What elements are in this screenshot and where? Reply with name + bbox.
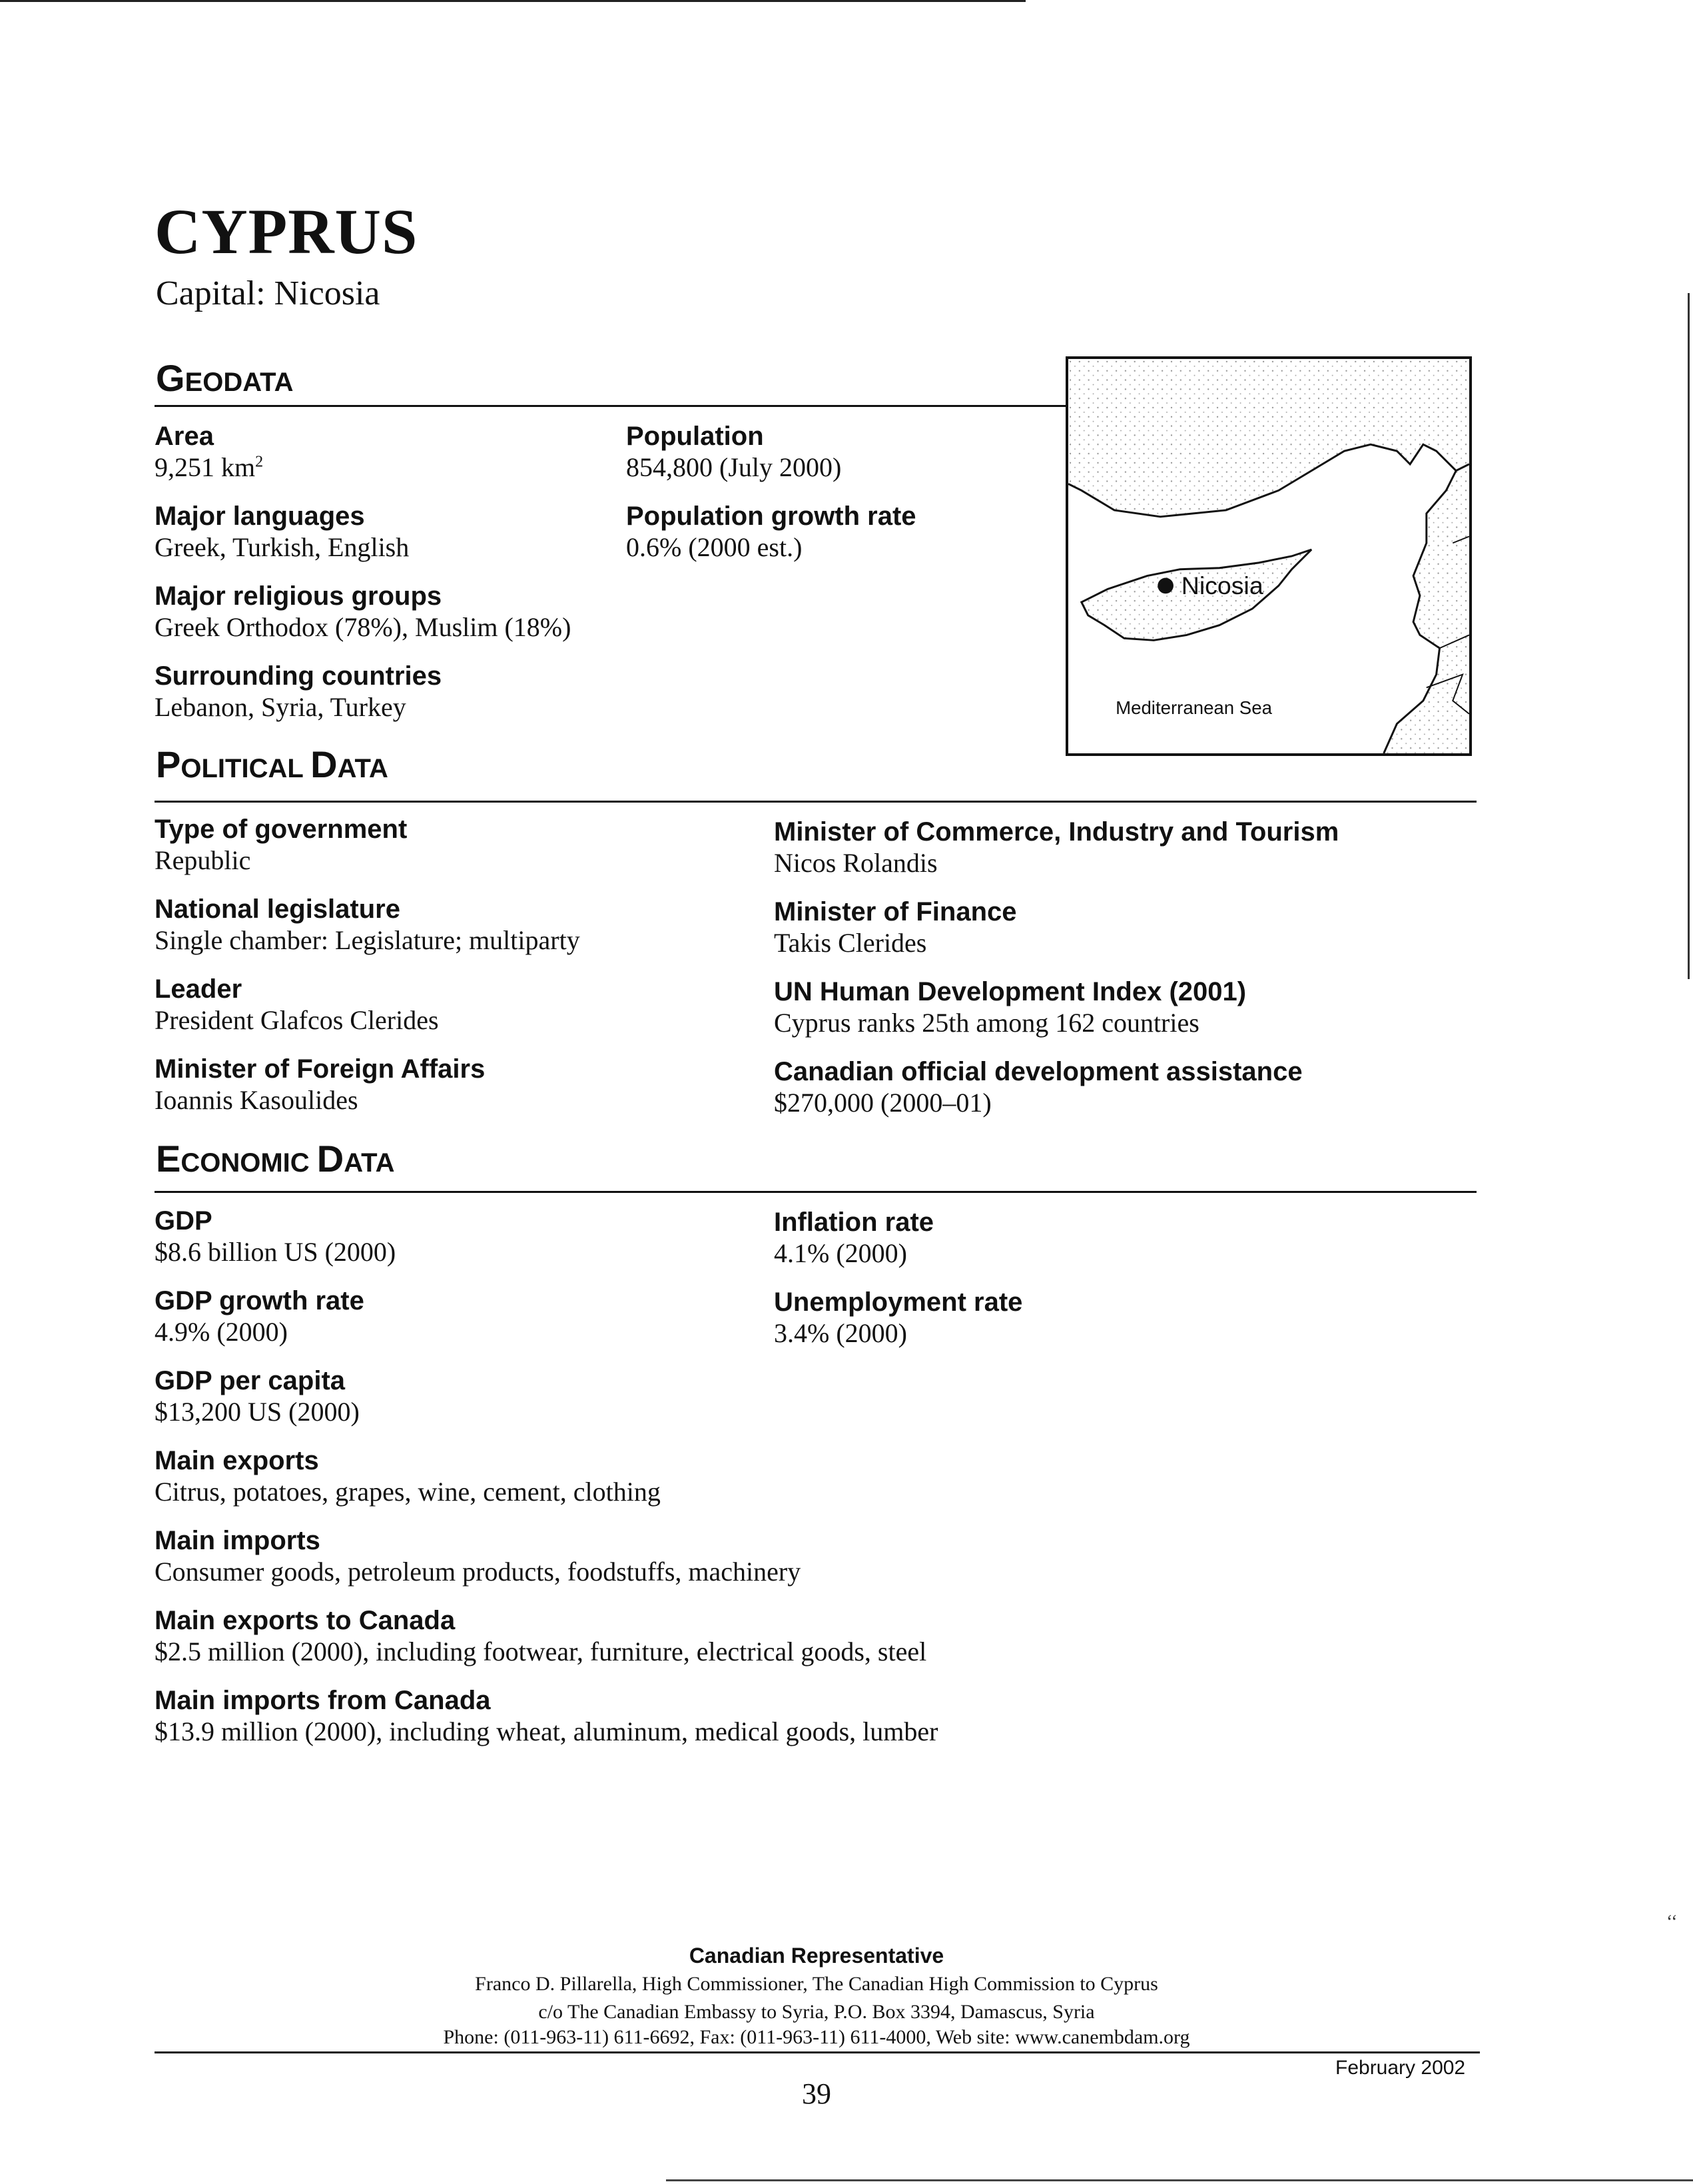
representative-line-1: Franco D. Pillarella, High Commissioner, The Canadian High Commission to Cyprus: [475, 1973, 1158, 1995]
geodata-rule: [155, 405, 1067, 407]
foreign-minister-field: Minister of Foreign Affairs Ioannis Kasoulides: [155, 1054, 486, 1115]
commerce-minister-field: Minister of Commerce, Industry and Tourism Nicos Rolandis: [774, 817, 1339, 878]
page-number: 39: [802, 2077, 831, 2110]
inflation-field: Inflation rate 4.1% (2000): [774, 1208, 934, 1268]
population-field: Population 854,800 (July 2000): [626, 422, 842, 482]
representative-line-2: c/o The Canadian Embassy to Syria, P.O. Box 3394, Damascus, Syria: [538, 2001, 1095, 2023]
gdp-per-capita-field: GDP per capita $13,200 US (2000): [155, 1366, 360, 1427]
scan-edge-bottom: [666, 2179, 1693, 2181]
political-heading: POLITICAL DATA: [156, 743, 388, 785]
capital-marker-icon: [1158, 578, 1174, 594]
population-growth-field: Population growth rate 0.6% (2000 est.): [626, 502, 916, 562]
oda-field: Canadian official development assistance $270,000 (2000–01): [774, 1057, 1303, 1118]
gdp-growth-field: GDP growth rate 4.9% (2000): [155, 1286, 364, 1347]
margin-mark: ‘‘: [1666, 1912, 1678, 1932]
map-sea-label: Mediterranean Sea: [1116, 697, 1272, 718]
representative-line-3: Phone: (011-963-11) 611-6692, Fax: (011-963-11) 611-4000, Web site: www.canembdam.org: [443, 2026, 1190, 2048]
economic-rule: [155, 1191, 1477, 1193]
footer-rule: [155, 2051, 1480, 2053]
gdp-field: GDP $8.6 billion US (2000): [155, 1206, 396, 1267]
hdi-field: UN Human Development Index (2001) Cyprus ranks 25th among 162 countries: [774, 977, 1247, 1038]
surrounding-countries-field: Surrounding countries Lebanon, Syria, Turkey: [155, 661, 442, 722]
turkey-landmass: [1068, 359, 1469, 517]
finance-minister-field: Minister of Finance Takis Clerides: [774, 897, 1017, 958]
imports-from-canada-field: Main imports from Canada $13.9 million (2000), including wheat, aluminum, medical goods, lumber: [155, 1686, 938, 1746]
religions-field: Major religious groups Greek Orthodox (78%), Muslim (18%): [155, 581, 571, 642]
map-city-label: Nicosia: [1181, 571, 1263, 600]
economic-heading: ECONOMIC DATA: [156, 1138, 395, 1180]
scan-edge-right: [1688, 293, 1690, 979]
leader-field: Leader President Glafcos Clerides: [155, 974, 439, 1035]
main-imports-field: Main imports Consumer goods, petroleum products, foodstuffs, machinery: [155, 1526, 801, 1587]
languages-field: Major languages Greek, Turkish, English: [155, 502, 410, 562]
levant-landmass: [1384, 464, 1469, 753]
capital-subtitle: Capital: Nicosia: [156, 274, 380, 312]
scan-edge-top: [0, 0, 1026, 2]
exports-to-canada-field: Main exports to Canada $2.5 million (2000), including footwear, furniture, electrical goods, steel: [155, 1606, 927, 1666]
government-type-field: Type of government Republic: [155, 815, 408, 875]
representative-heading: Canadian Representative: [689, 1944, 944, 1968]
main-exports-field: Main exports Citrus, potatoes, grapes, wine, cement, clothing: [155, 1446, 661, 1507]
political-rule: [155, 801, 1477, 803]
area-field: Area 9,251 $km^2$: [155, 422, 264, 482]
cyprus-map: [1066, 356, 1472, 756]
publication-date: February 2002: [1335, 2057, 1466, 2079]
legislature-field: National legislature Single chamber: Legislature; multiparty: [155, 895, 580, 955]
page-title: CYPRUS: [155, 196, 418, 267]
unemployment-field: Unemployment rate 3.4% (2000): [774, 1287, 1023, 1348]
map-drawing: [1068, 359, 1469, 753]
geodata-heading: GEODATA: [156, 357, 294, 399]
